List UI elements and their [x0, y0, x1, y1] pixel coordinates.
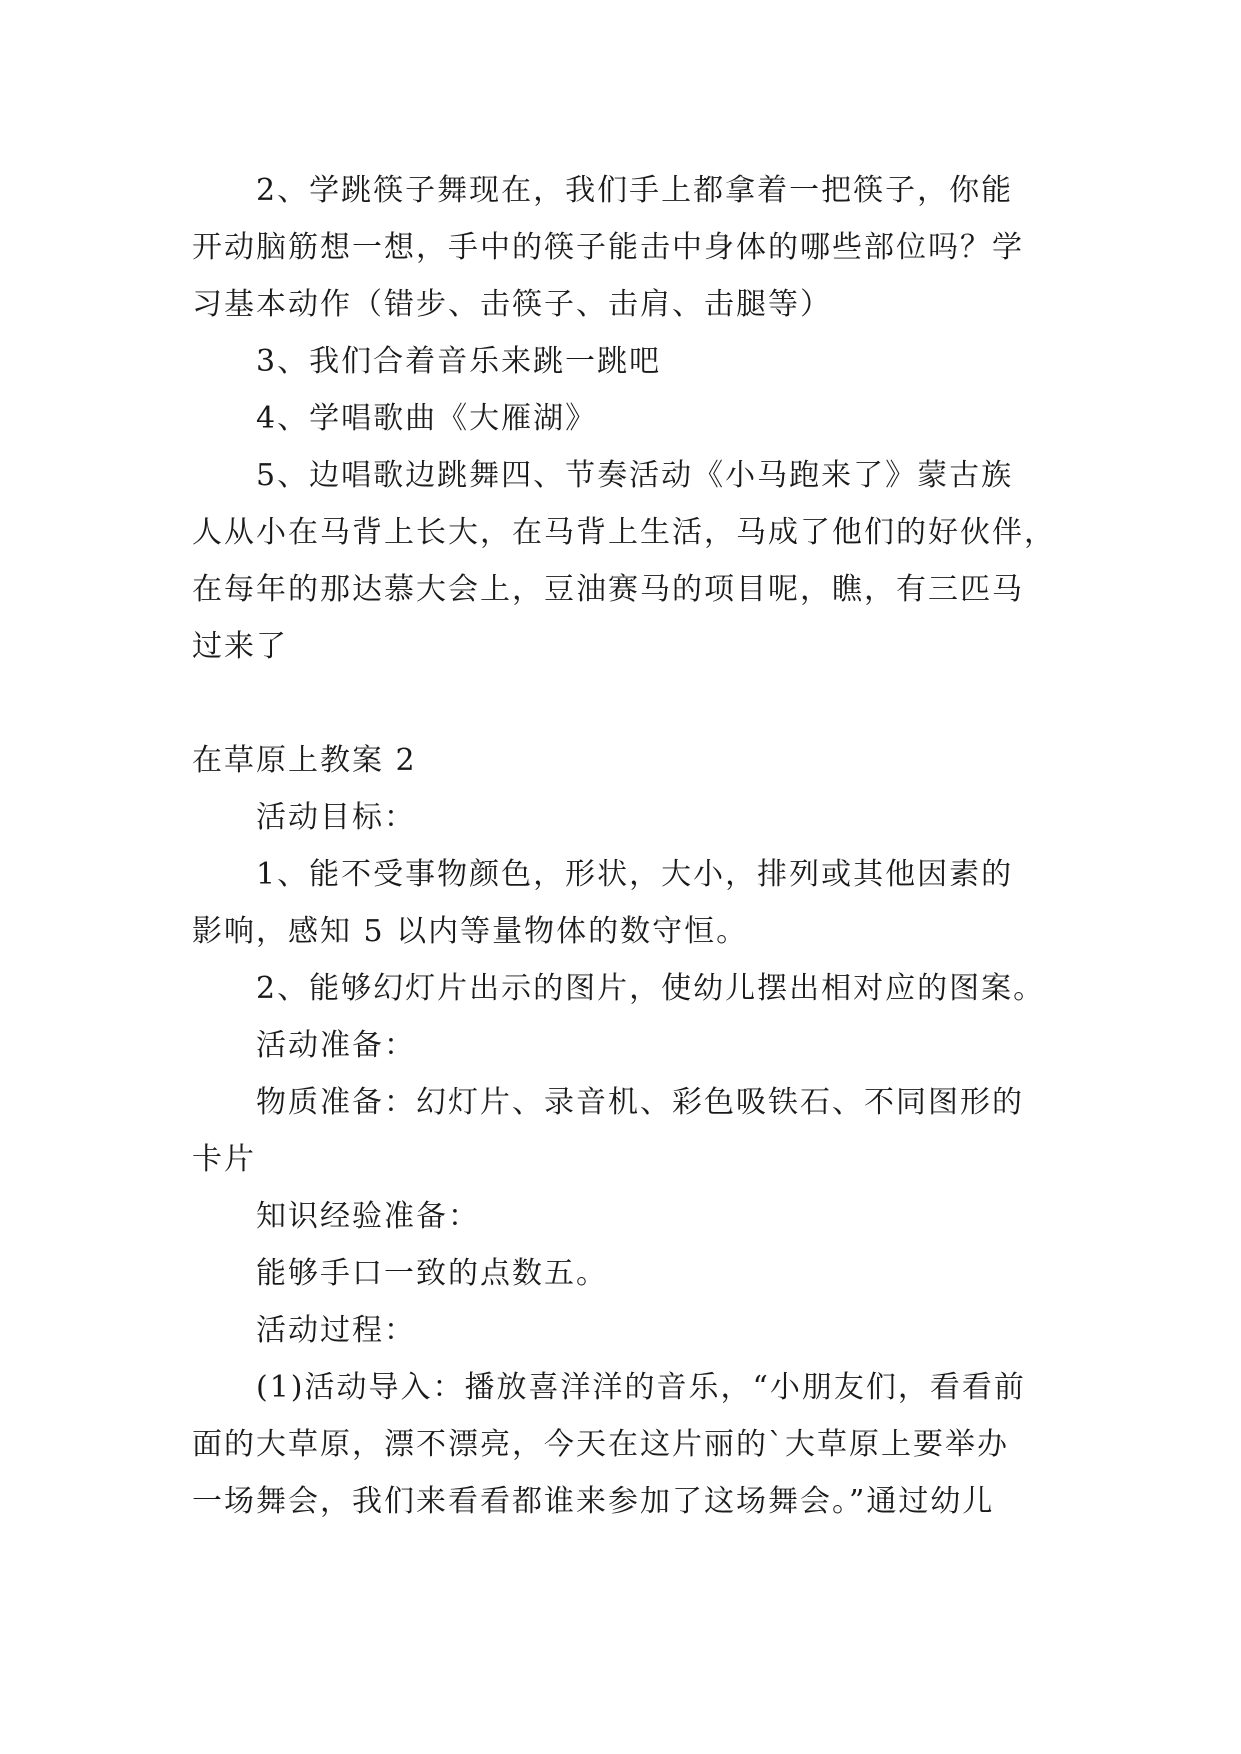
paragraph-line: 5、边唱歌边跳舞四、节奏活动《小马跑来了》蒙古族	[256, 458, 1014, 493]
paragraph-line: 4、学唱歌曲《大雁湖》	[256, 401, 598, 436]
paragraph-line: 影响，感知 5 以内等量物体的数守恒。	[192, 914, 749, 949]
section-2	[192, 732, 1052, 1530]
paragraph-line: 一场舞会，我们来看看都谁来参加了这场舞会。”通过幼儿	[192, 1484, 995, 1519]
paragraph-line: 习基本动作（错步、击筷子、击肩、击腿等）	[192, 287, 832, 322]
paragraph-line: 2、能够幻灯片出示的图片，使幼儿摆出相对应的图案。	[256, 971, 1046, 1006]
paragraph-line: 物质准备：幻灯片、录音机、彩色吸铁石、不同图形的	[256, 1085, 1024, 1120]
section-spacer	[192, 675, 1052, 732]
section-title: 在草原上教案 2	[192, 743, 417, 778]
section-1	[192, 162, 1056, 675]
paragraph-line: 能够手口一致的点数五。	[256, 1256, 608, 1291]
paragraph-line: 人从小在马背上长大，在马背上生活，马成了他们的好伙伴，	[192, 515, 1056, 550]
paragraph-line: 3、我们合着音乐来跳一跳吧	[256, 344, 662, 379]
paragraph-line: 活动准备：	[256, 1028, 416, 1063]
paragraph-line: 在每年的那达慕大会上，豆油赛马的项目呢，瞧，有三匹马	[192, 572, 1024, 607]
paragraph-line: 过来了	[192, 629, 288, 664]
paragraph-line: 面的大草原，漂不漂亮，今天在这片丽的`大草原上要举办	[192, 1427, 1009, 1462]
paragraph-line: 知识经验准备：	[256, 1199, 480, 1234]
paragraph-line: 活动过程：	[256, 1313, 416, 1348]
paragraph-line: (1)活动导入：播放喜洋洋的音乐，“小朋友们，看看前	[256, 1370, 1026, 1405]
paragraph-line: 开动脑筋想一想，手中的筷子能击中身体的哪些部位吗？学	[192, 230, 1024, 265]
paragraph-line: 活动目标：	[256, 800, 416, 835]
paragraph-line: 卡片	[192, 1142, 256, 1177]
paragraph-line: 2、学跳筷子舞现在，我们手上都拿着一把筷子，你能	[256, 173, 1014, 208]
paragraph-line: 1、能不受事物颜色，形状，大小，排列或其他因素的	[256, 857, 1014, 892]
document-page	[192, 162, 1056, 1530]
